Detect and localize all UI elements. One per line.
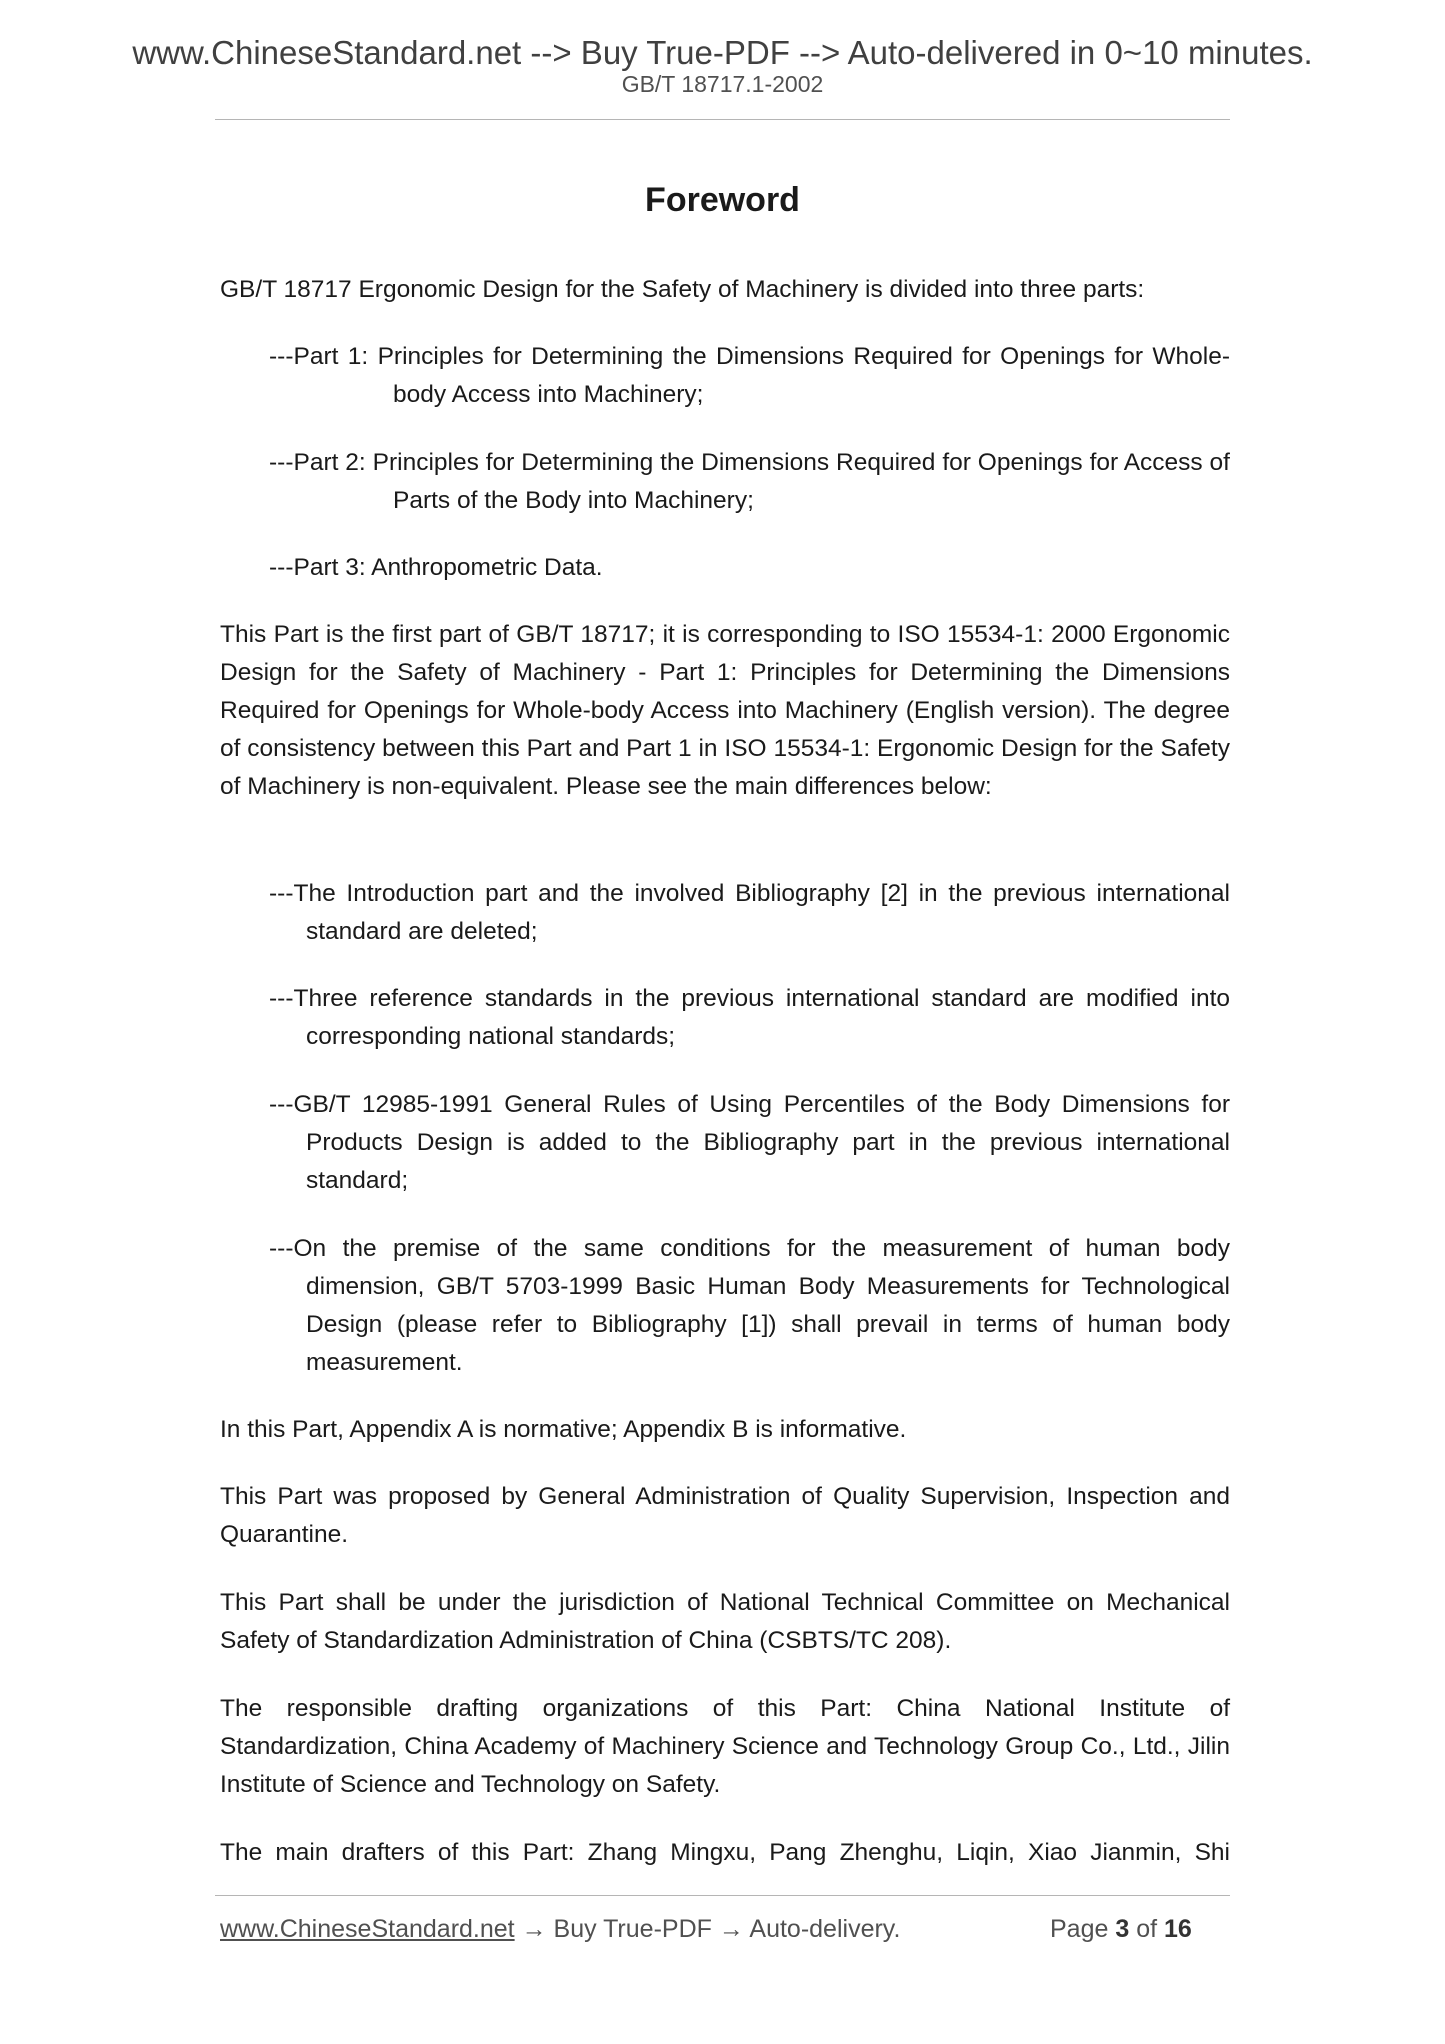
drafting-orgs-paragraph: The responsible drafting organizations of this Part: China National Institute of Standardization, China Academy of Machinery Science and Technology Group Co., Ltd., Jilin Institute of Science and Technology on Safety. xyxy=(220,1695,1230,1798)
of-word: of xyxy=(1136,1915,1158,1943)
header-divider xyxy=(215,119,1230,120)
footer-divider xyxy=(215,1895,1230,1896)
part-item-3: ---Part 3: Anthropometric Data. xyxy=(269,554,603,581)
page-number: 3 xyxy=(1115,1915,1130,1943)
part-item-1: ---Part 1: Principles for Determining the Dimensions Required for Openings for Whole-body Access into Machinery; xyxy=(269,343,1230,408)
jurisdiction-paragraph: This Part shall be under the jurisdiction of National Technical Committee on Mechanical Safety of Standardization Administration of China (CSBTS/TC 208). xyxy=(220,1589,1230,1654)
intro-paragraph: GB/T 18717 Ergonomic Design for the Safety of Machinery is divided into three parts: xyxy=(220,276,1145,303)
page-indicator xyxy=(1050,1917,1192,1942)
document-id: GB/T 18717.1-2002 xyxy=(621,71,824,97)
footer-left xyxy=(220,1917,900,1942)
correspondence-paragraph: This Part is the first part of GB/T 18717; it is corresponding to ISO 15534-1: 2000 Ergonomic Design for the Safety of Machinery - Part 1: Principles for Determining the Dimensions Required for Openings for Whole-body Access into Machinery (English version). The degree of consistency between this Part and Part 1 in ISO 15534-1: Ergonomic Design for the Safety of Machinery is non-equivalent. Please see the main differences below: xyxy=(220,621,1230,800)
appendix-note: In this Part, Appendix A is normative; Appendix B is informative. xyxy=(220,1416,907,1443)
page-total: 16 xyxy=(1164,1915,1192,1943)
difference-item-2: ---Three reference standards in the previous international standard are modified into corresponding national standards; xyxy=(269,985,1230,1050)
proposed-by-paragraph: This Part was proposed by General Administration of Quality Supervision, Inspection and Quarantine. xyxy=(220,1483,1230,1548)
page-word: Page xyxy=(1050,1915,1109,1943)
footer-link[interactable]: www.ChineseStandard.net xyxy=(220,1915,515,1943)
drafters-paragraph: The main drafters of this Part: Zhang Mingxu, Pang Zhenghu, Liqin, Xiao Jianmin, Shi xyxy=(220,1839,1230,1866)
difference-item-3: ---GB/T 12985-1991 General Rules of Using Percentiles of the Body Dimensions for Products Design is added to the Bibliography part in the previous international standard; xyxy=(269,1091,1230,1194)
page-title: Foreword xyxy=(645,181,800,219)
difference-item-1: ---The Introduction part and the involved Bibliography [2] in the previous international standard are deleted; xyxy=(269,880,1230,945)
header-banner[interactable]: www.ChineseStandard.net --> Buy True-PDF --> Auto-delivered in 0~10 minutes. xyxy=(132,34,1313,71)
part-item-2: ---Part 2: Principles for Determining the Dimensions Required for Openings for Access of Parts of the Body into Machinery; xyxy=(269,449,1230,514)
footer-tail: → Buy True-PDF → Auto-delivery. xyxy=(514,1915,901,1943)
difference-item-4: ---On the premise of the same conditions for the measurement of human body dimension, GB/T 5703-1999 Basic Human Body Measurements for Technological Design (please refer to Bibliography [1]) shall prevail in terms of human body measurement. xyxy=(269,1235,1230,1376)
